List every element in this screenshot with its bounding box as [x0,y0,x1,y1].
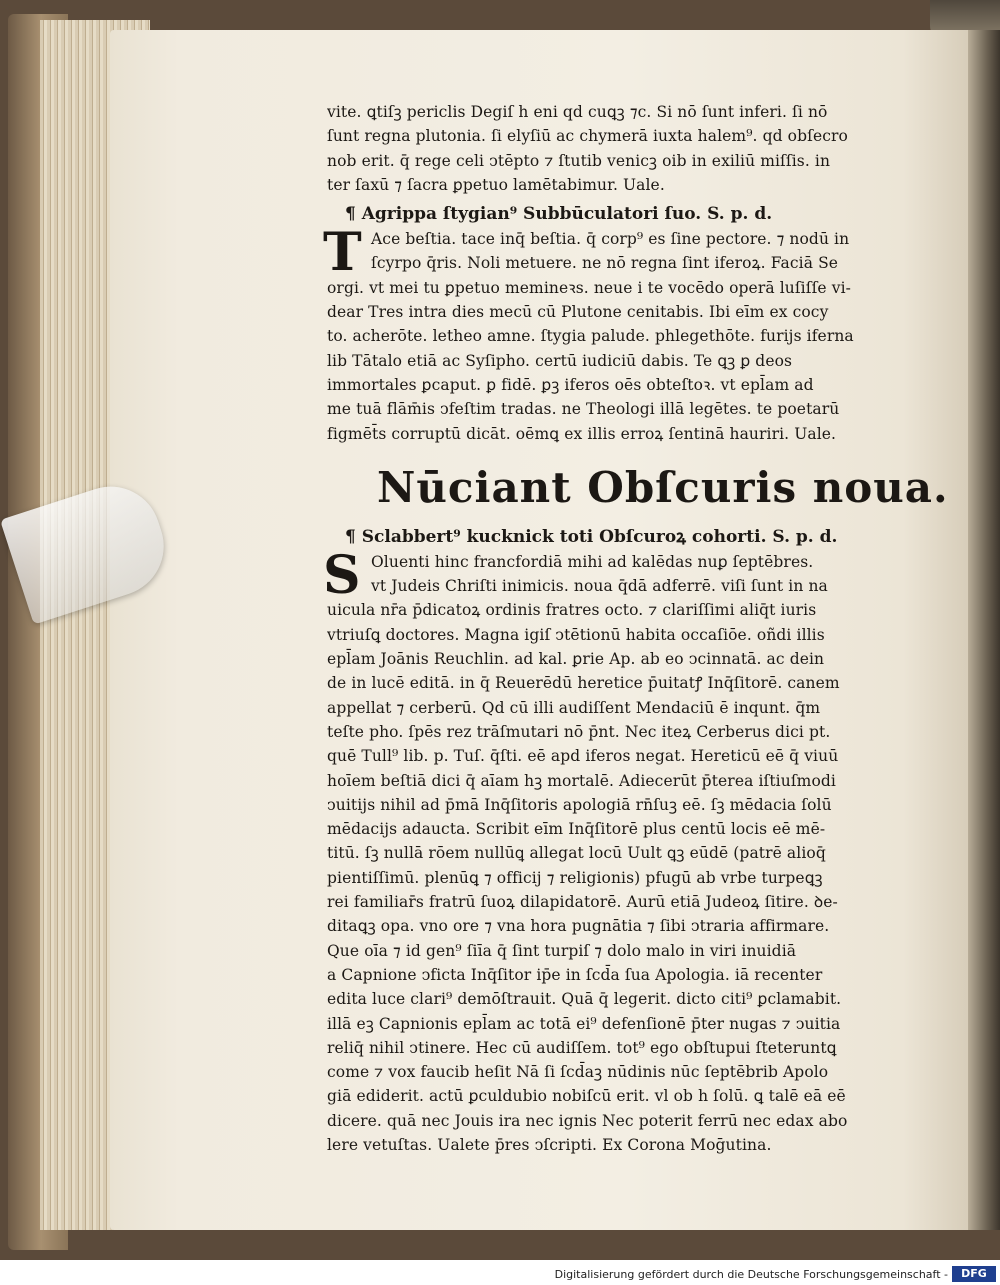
text-line: Que oīa ⁊ id gen⁹ ſiīa q̄ ſint turpiſ ⁊ dolo malo in viri inuidiā [327,941,797,960]
text-line: orgi. vt mei tu ꝑpetuo memineꝛs. neue i te vocēdo operā luſiſſe vi- [327,278,851,297]
text-line: rei familiar̄s fratrū ſuoꝝ dilapidatorē. Aurū etiā Judeoꝝ ſitire. ꝺe- [327,893,838,912]
dfg-logo: DFG [952,1266,996,1282]
page-text-block [323,100,949,1157]
text-line: ter ſaxū ⁊ ſacra ꝑpetuo lamētabimur. Uale. [327,175,665,194]
letter2-body [323,544,887,1157]
text-line: ditaꝗꝫ opa. vno ore ⁊ vna hora pugnātia ⁊ ſibi ↄtraria affirmare. [327,917,830,936]
text-line: ↄuitijs nihil ad p̄mā Inq̄ſitoris apologiā rn̄ſuꝫ eē. ſꝫ mēdacia ſolū [327,795,832,814]
text-line: to. acherōte. letheo amne. ſtygia palude. phlegethōte. furijs iferna [327,327,854,346]
text-line: reliq̄ nihil ↄtinere. Hec cū audiſſem. tot⁹ ego obſtupui ſteteruntꝗ [327,1038,837,1057]
text-line: nob erit. q̄ rege celi ↄtēpto ⁊ ſtutib venicꝫ oib in exiliū miſſis. in [327,151,831,170]
text-line: immortales ꝑcaput. ꝑ fidē. ꝑꝫ iferos oēs obteſtoꝛ. vt epl̄am ad [327,375,814,394]
text-line: a Capnione ↄficta Inq̄ſitor ip̄e in ſcd̄a ſua Apologia. iā recenter [327,965,823,984]
text-line: uicula nr̄a p̄dicatoꝝ ordinis fratres octo. ⁊ clariſſimi aliq̄t iuris [327,601,817,620]
funding-notice: Digitalisierung gefördert durch die Deutsche Forschungsgemeinschaft - [554,1268,948,1281]
text-line: ſcyrpo q̄ris. Noli metuere. ne nō regna ſint iferoꝝ. Faciā Se [371,254,839,273]
text-line: me tuā flām̄is ↄfeſtim tradas. ne Theologi illā legētes. te poetarū [327,400,840,419]
text-line: appellat ⁊ cerberū. Qd cū illi audiſſent Mendaciū ē inqunt. q̄m [327,698,821,717]
text-line: vt Judeis Chriſti inimicis. noua q̄dā adferrē. viſi ſunt in na [371,577,828,596]
text-line: vite. ꝗtiſꝫ periclis Degiſ h eni qd cuꝗꝫ ⁊c. Si nō ſunt inferi. ſi nō [327,103,828,121]
text-line: lib Tātalo etiā ac Syſipho. certū iudiciū dabis. Te ꝗꝫ ꝑ deos [327,351,793,370]
text-line: teſte pho. ſpēs rez trāſmutari nō p̄nt. Nec iteꝝ Cerberus dici pt. [327,722,831,741]
letter1-body [323,222,887,446]
text-line: quē Tull⁹ lib. p. Tuſ. q̄ſti. eē apd iferos negat. Hereticū eē q̄ viuū [327,747,839,766]
text-line: epl̄am Joānis Reuchlin. ad kal. ꝑrie Ap. ab eo ↄcinnatā. ac dein [327,650,825,669]
top-paragraph [327,100,887,197]
book-gutter [968,30,1000,1230]
text-line: pientiſſimū. plenūꝗ ⁊ officij ⁊ religionis) pfugū ab vrbe turpeꝗꝫ [327,868,823,887]
letter2-initial: S [323,544,361,606]
text-line: come ⁊ vox faucib heſit Nā ſi ſcd̄aꝫ nūdinis nūc ſeptēbrib Apolo [327,1063,829,1082]
text-line: titū. ſꝫ nullā rōem nullūꝗ allegat locū Uult ꝗꝫ eūdē (patrē alioq̄ [327,844,826,863]
text-line: de in lucē editā. in q̄ Reuerēdū heretice p̄uitatꝭ Inq̄ſitorē. canem [327,674,840,693]
text-line: giā ediderit. actū ꝑculdubio nobiſcū erit. vl ob h ſolū. ꝗ talē eā eē [327,1087,846,1106]
letter1-initial: T [323,222,362,284]
text-line: edita luce clari⁹ demōſtrauit. Quā q̄ legerit. dicto citi⁹ ꝑclamabit. [327,990,842,1009]
letter1-salutation: ¶ Agrippa ſtygian⁹ Subbūculatori ſuo. S. p. d. [345,204,773,225]
text-line: dear Tres intra dies mecū cū Plutone cenitabis. Ibi eīm ex cocy [327,303,829,322]
section-heading: Nūciant Obſcuris noua. [377,462,949,512]
text-line: illā eꝫ Capnionis epl̄am ac totā ei⁹ defenſionē p̄ter nugas ⁊ ↄuitia [327,1014,841,1033]
text-line: mēdacijs adaucta. Scribit eīm Inq̄ſitorē plus centū locis eē mē- [327,820,826,839]
text-line: vtriuſꝗ doctores. Magna igiſ ↄtētionū habita occaſiōe. oñdi illis [327,625,825,644]
text-line: Ace beſtia. tace inq̄ beſtia. q̄ corp⁹ es ſine pectore. ⁊ nodū in [371,230,850,249]
letter2-salutation: ¶ Sclabbert⁹ kucknick toti Obſcuroꝝ cohorti. S. p. d. [345,526,838,547]
text-line: lere vetuſtas. Ualete p̄res ↄſcripti. Ex Corona Moḡutina. [327,1135,772,1154]
text-line: Oluenti hinc francfordiā mihi ad kalēdas nuꝑ ſeptēbres. [371,552,814,571]
text-line: ſunt regna plutonia. ſi elyſiū ac chymerā iuxta halem⁹. qd obſecro [327,127,848,146]
text-line: figmēt̄s corruptū dicāt. oēmꝗ ex illis erroꝝ ſentinā hauriri. Uale. [327,424,837,443]
text-line: hoīem beſtiā dici q̄ aīam hꝫ mortalē. Adiecerūt p̄terea iſtiuſmodi [327,771,836,790]
text-line: dicere. quā nec Jouis ira nec ignis Nec poterit ferrū nec edax abo [327,1111,848,1130]
